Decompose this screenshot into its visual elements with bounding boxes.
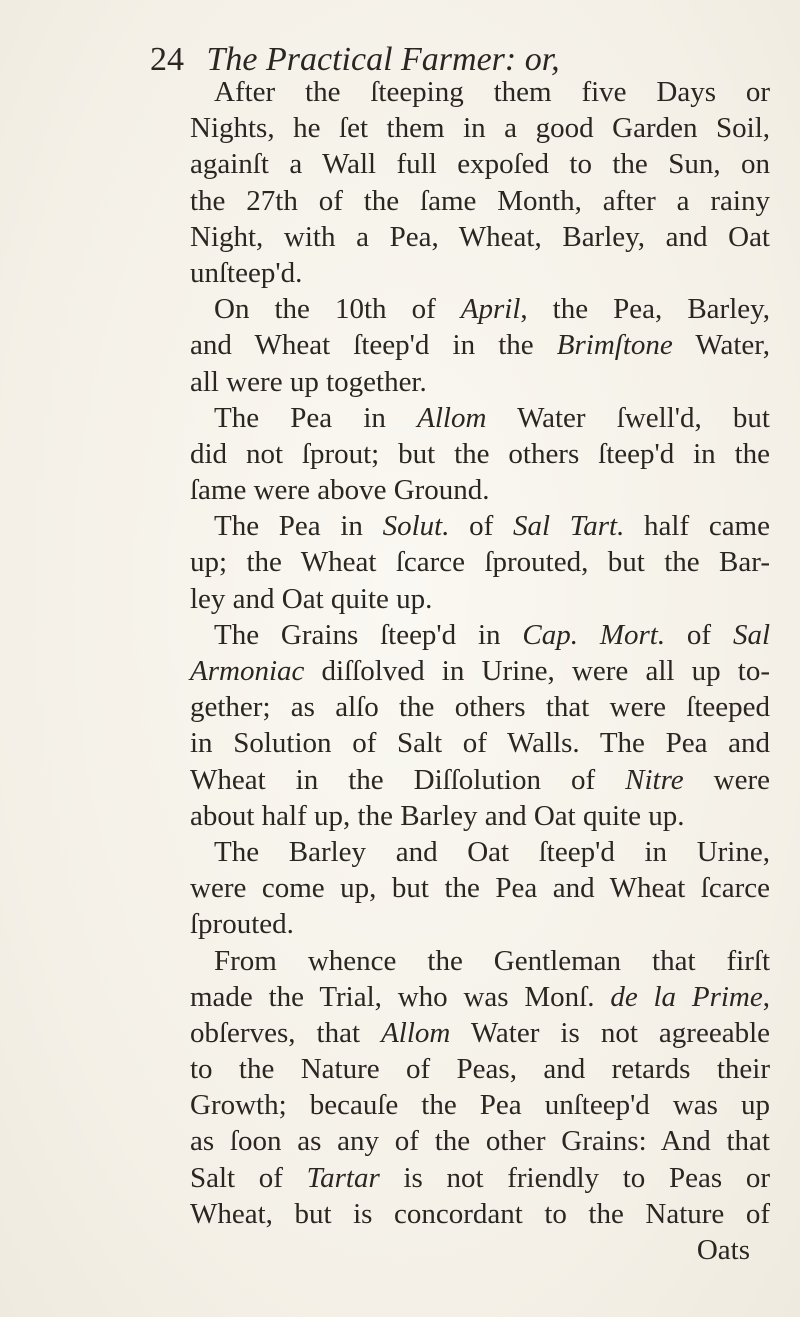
text-run: about half up, the Barley and Oat quite up. [190, 799, 685, 832]
text-line [190, 653, 770, 689]
text-run: The Barley and Oat ſteep'd in Urine, [214, 835, 770, 868]
text-line [190, 146, 770, 182]
text-run: Salt of [190, 1161, 307, 1194]
text-line [190, 1015, 770, 1051]
text-run: The Pea in [214, 401, 418, 434]
text-line [190, 1087, 770, 1123]
italic-text: Allom [381, 1016, 451, 1049]
text-line [190, 472, 770, 508]
text-run: were [683, 763, 770, 796]
text-run: in Solution of Salt of Walls. The Pea and [190, 727, 770, 760]
text-run: After the ſteeping them five Days or [214, 76, 770, 108]
italic-text: Sal [732, 618, 770, 651]
text-run: to the Nature of Peas, and retards their [190, 1053, 770, 1086]
italic-text: Sal Tart. [513, 510, 625, 543]
text-run: Nights, he ſet them in a good Garden Soil, [190, 112, 770, 145]
text-run: , the Pea, Barley, [520, 293, 770, 326]
italic-text: Nitre [625, 763, 684, 796]
text-line [190, 979, 770, 1015]
text-run: of [665, 618, 733, 651]
text-run: Wheat in the Diſſolution of [190, 763, 626, 796]
text-run: the 27th of the ſame Month, after a rainy [190, 184, 770, 217]
text-line [190, 798, 770, 834]
text-line [190, 617, 770, 653]
text-run: half came [624, 510, 770, 543]
text-run: Water, [672, 329, 770, 362]
text-line [190, 1160, 770, 1196]
text-run: obſerves, that [190, 1016, 382, 1049]
italic-text: Armoniac [190, 655, 305, 687]
text-line [190, 870, 770, 906]
text-run: Night, with a Pea, Wheat, Barley, and Oat [190, 220, 770, 253]
text-run: againſt a Wall full expoſed to the Sun, on [190, 148, 770, 181]
catchword: Oats [696, 1234, 750, 1266]
text-line [190, 255, 770, 291]
text-line [190, 544, 770, 580]
page-number: 24 [150, 41, 184, 78]
text-run: On the 10th of [214, 293, 461, 326]
text-line [190, 364, 770, 400]
text-line [190, 219, 770, 255]
text-line [190, 508, 770, 544]
italic-text: April [460, 293, 521, 326]
text-run: ſprouted. [190, 908, 294, 941]
text-line [190, 327, 770, 363]
text-run: From whence the Gentleman that firſt [214, 944, 770, 977]
italic-text: Cap. Mort. [522, 618, 666, 651]
text-run: all were up together. [190, 365, 427, 398]
text-run: were come up, but the Pea and Wheat ſcarce [190, 872, 770, 905]
text-run: and Wheat ſteep'd in the [190, 329, 557, 362]
text-run: ley and Oat quite up. [190, 582, 433, 615]
text-run: up; the Wheat ſcarce ſprouted, but the Bar- [190, 546, 770, 579]
text-line [190, 725, 770, 761]
text-line [190, 581, 770, 617]
text-run: is not friendly to Peas or [379, 1161, 770, 1194]
text-run: gether; as alſo the others that were ſteeped [190, 691, 770, 724]
text-line [190, 943, 770, 979]
text-line [190, 110, 770, 146]
italic-text: Solut. [382, 510, 450, 543]
text-run: of [449, 510, 514, 543]
text-line [190, 400, 770, 436]
text-line [190, 291, 770, 327]
italic-text: Brimſtone [556, 329, 673, 362]
text-run: Growth; becauſe the Pea unſteep'd was up [190, 1089, 770, 1122]
text-line [190, 834, 770, 870]
text-line [190, 183, 770, 219]
text-run: The Pea in [214, 510, 383, 543]
text-run: Water ſwell'd, but [486, 401, 770, 434]
text-line [190, 1196, 770, 1232]
text-run: unſteep'd. [190, 256, 303, 289]
running-title: The Practical Farmer: or, [206, 41, 560, 78]
text-line [190, 1051, 770, 1087]
text-run: as ſoon as any of the other Grains: And that [190, 1125, 770, 1158]
text-run: The Grains ſteep'd in [214, 618, 523, 651]
italic-text: Tartar [306, 1161, 380, 1194]
body-text [190, 74, 770, 1268]
text-line [190, 689, 770, 725]
italic-text: de la Prime [610, 980, 763, 1013]
text-line [190, 436, 770, 472]
italic-text: Allom [417, 401, 487, 434]
text-line [190, 74, 770, 110]
text-run: diſſolved in Urine, were all up to- [304, 655, 770, 687]
text-run: Wheat, but is concordant to the Nature of [190, 1197, 770, 1230]
text-run: Water is not agreeable [450, 1016, 770, 1049]
text-line [190, 762, 770, 798]
text-run: made the Trial, who was Monſ. [190, 980, 611, 1013]
text-line [190, 906, 770, 942]
text-line [190, 1123, 770, 1159]
text-run: , [762, 980, 770, 1013]
text-run: ſame were above Ground. [190, 474, 490, 507]
text-run: did not ſprout; but the others ſteep'd in the [190, 437, 770, 470]
